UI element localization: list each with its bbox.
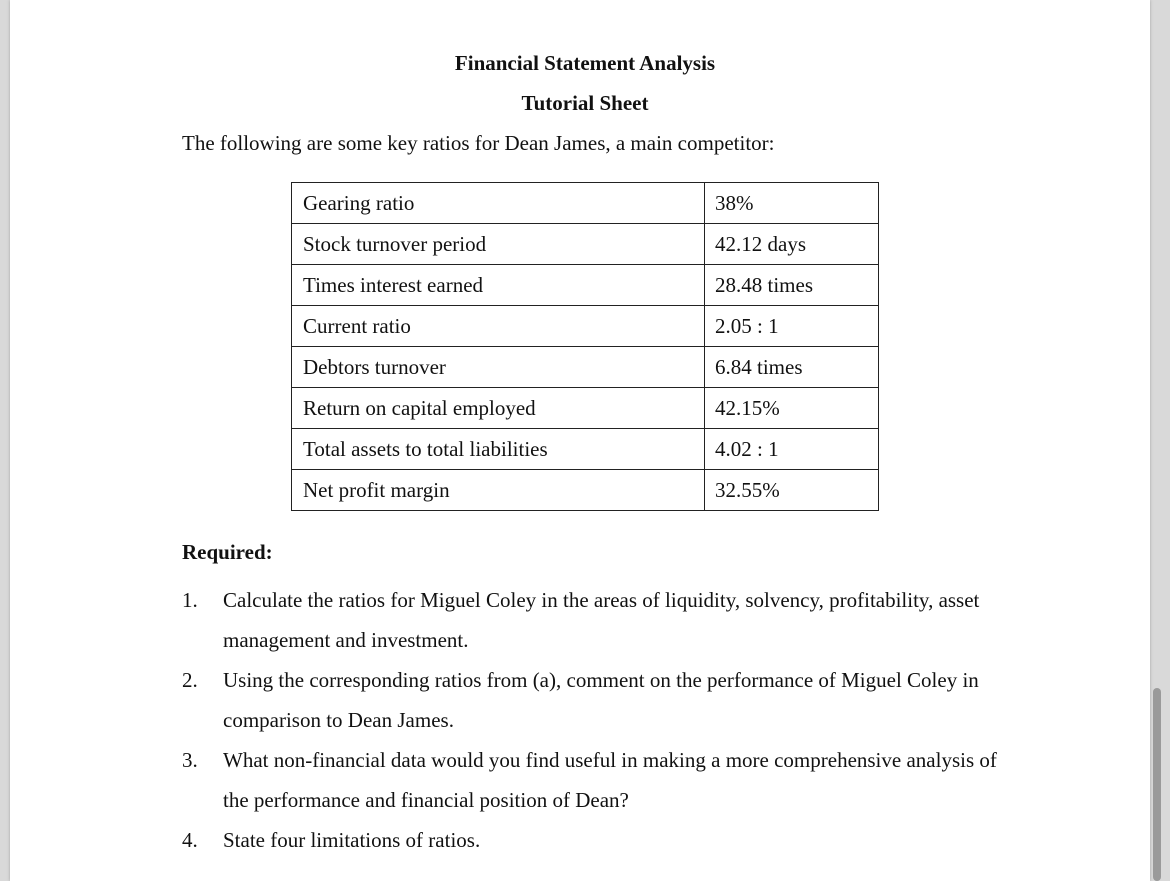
table-row [292, 470, 879, 511]
table-row [292, 388, 879, 429]
table-row [292, 224, 879, 265]
table-row [292, 183, 879, 224]
question-text: Using the corresponding ratios from (a), comment on the performance of Miguel Coley in comparison to Dean James. [223, 668, 979, 732]
question-text: What non-financial data would you find useful in making a more comprehensive analysis of the performance and financial position of Dean? [223, 748, 997, 812]
table-row [292, 306, 879, 347]
ratio-name: Gearing ratio [292, 183, 705, 224]
vertical-scrollbar[interactable] [1153, 688, 1161, 881]
table-row [292, 347, 879, 388]
ratio-name: Current ratio [292, 306, 705, 347]
ratio-name: Stock turnover period [292, 224, 705, 265]
table-row [292, 265, 879, 306]
question-text: State four limitations of ratios. [223, 828, 481, 852]
question-number: 4. [182, 828, 198, 852]
document-title: Financial Statement Analysis [454, 51, 716, 75]
list-item [182, 820, 1002, 860]
required-heading: Required: [182, 540, 273, 564]
question-number: 1. [182, 588, 198, 612]
ratio-name: Times interest earned [292, 265, 705, 306]
ratio-name: Net profit margin [292, 470, 705, 511]
intro-paragraph: The following are some key ratios for Dean James, a main competitor: [182, 131, 775, 155]
ratio-value: 38% [705, 183, 879, 224]
ratio-name: Total assets to total liabilities [292, 429, 705, 470]
ratio-name: Return on capital employed [292, 388, 705, 429]
list-item [182, 580, 1002, 660]
ratios-table [291, 182, 879, 511]
list-item [182, 740, 1002, 820]
ratio-value: 42.15% [705, 388, 879, 429]
list-item [182, 660, 1002, 740]
document-subtitle: Tutorial Sheet [521, 91, 649, 115]
ratio-value: 2.05 : 1 [705, 306, 879, 347]
ratio-value: 42.12 days [705, 224, 879, 265]
table-row [292, 429, 879, 470]
question-number: 3. [182, 748, 198, 772]
ratio-name: Debtors turnover [292, 347, 705, 388]
questions-list [182, 580, 1002, 860]
question-number: 2. [182, 668, 198, 692]
ratio-value: 32.55% [705, 470, 879, 511]
ratio-value: 4.02 : 1 [705, 429, 879, 470]
ratio-value: 6.84 times [705, 347, 879, 388]
ratio-value: 28.48 times [705, 265, 879, 306]
question-text: Calculate the ratios for Miguel Coley in the areas of liquidity, solvency, profitability, asset management and investment. [223, 588, 980, 652]
